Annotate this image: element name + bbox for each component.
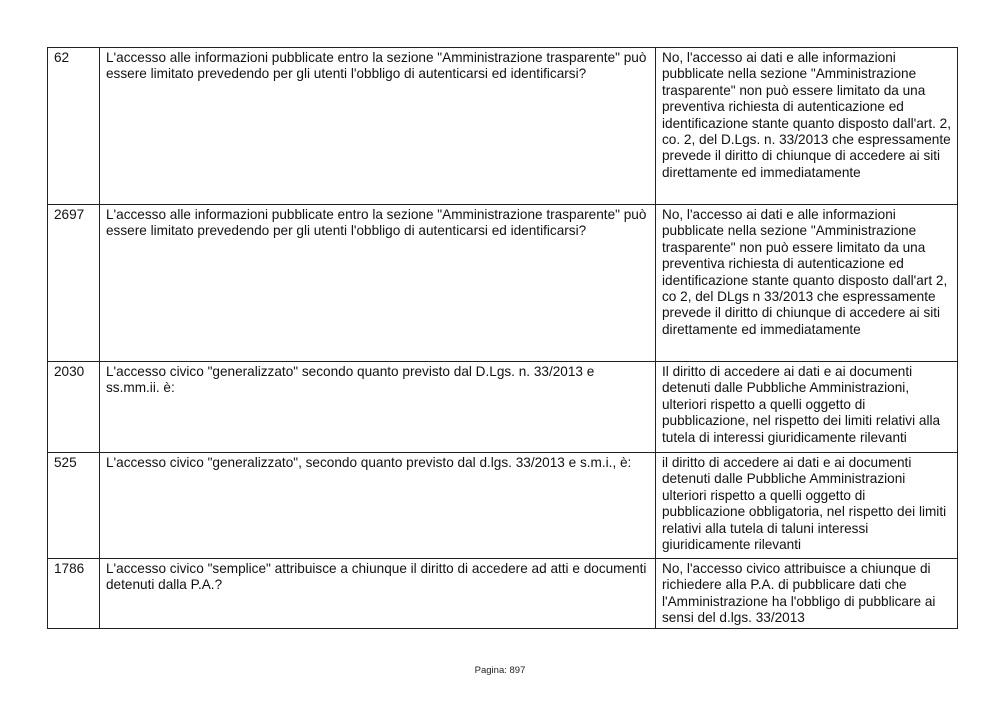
question-text: L'accesso alle informazioni pubblicate entro la sezione "Amministrazione trasparente" può essere limitato prevedendo per gli utenti l'obbligo di autenticarsi ed identificarsi? xyxy=(100,205,656,362)
qa-table xyxy=(47,47,958,629)
question-text: L'accesso alle informazioni pubblicate entro la sezione "Amministrazione trasparente" può essere limitato prevedendo per gli utenti l'obbligo di autenticarsi ed identificarsi? xyxy=(100,48,656,205)
question-id: 2030 xyxy=(48,362,100,453)
answer-text: No, l'accesso ai dati e alle informazioni pubblicate nella sezione "Amministrazione trasparente" non può essere limitato da una preventiva richiesta di autenticazione ed identificazione stante quanto disposto dall'art. 2, co. 2, del D.Lgs. n. 33/2013 che espressamente prevede il diritto di chiunque di accedere ai siti direttamente ed immediatamente xyxy=(656,48,958,205)
answer-text: Il diritto di accedere ai dati e ai documenti detenuti dalle Pubbliche Amministrazioni, ulteriori rispetto a quelli oggetto di pubblicazione, nel rispetto dei limiti relativi alla tutela di interessi giuridicamente rilevanti xyxy=(656,362,958,453)
question-id: 525 xyxy=(48,453,100,559)
answer-text: No, l'accesso ai dati e alle informazioni pubblicate nella sezione "Amministrazione trasparente" non può essere limitato da una preventiva richiesta di autenticazione ed identificazione stante quanto disposto dall'art 2, co 2, del DLgs n 33/2013 che espressamente prevede il diritto di chiunque di accedere ai siti direttamente ed immediatamente xyxy=(656,205,958,362)
question-text: L'accesso civico "generalizzato", secondo quanto previsto dal d.lgs. 33/2013 e s.m.i., è: xyxy=(100,453,656,559)
question-id: 62 xyxy=(48,48,100,205)
table-row xyxy=(48,362,958,453)
question-id: 1786 xyxy=(48,559,100,629)
table-row xyxy=(48,453,958,559)
table-row xyxy=(48,559,958,629)
page-number: Pagina: 897 xyxy=(474,665,526,676)
table-row xyxy=(48,48,958,205)
question-text: L'accesso civico "generalizzato" secondo quanto previsto dal D.Lgs. n. 33/2013 e ss.mm.ii. è: xyxy=(100,362,656,453)
table-row xyxy=(48,205,958,362)
answer-text: No, l'accesso civico attribuisce a chiunque di richiedere alla P.A. di pubblicare dati che l'Amministrazione ha l'obbligo di pubblicare ai sensi del d.lgs. 33/2013 xyxy=(656,559,958,629)
question-id: 2697 xyxy=(48,205,100,362)
question-text: L'accesso civico "semplice" attribuisce a chiunque il diritto di accedere ad atti e documenti detenuti dalla P.A.? xyxy=(100,559,656,629)
answer-text: il diritto di accedere ai dati e ai documenti detenuti dalle Pubbliche Amministrazioni ulteriori rispetto a quelli oggetto di pubblicazione obbligatoria, nel rispetto dei limiti relativi alla tutela di taluni interessi giuridicamente rilevanti xyxy=(656,453,958,559)
